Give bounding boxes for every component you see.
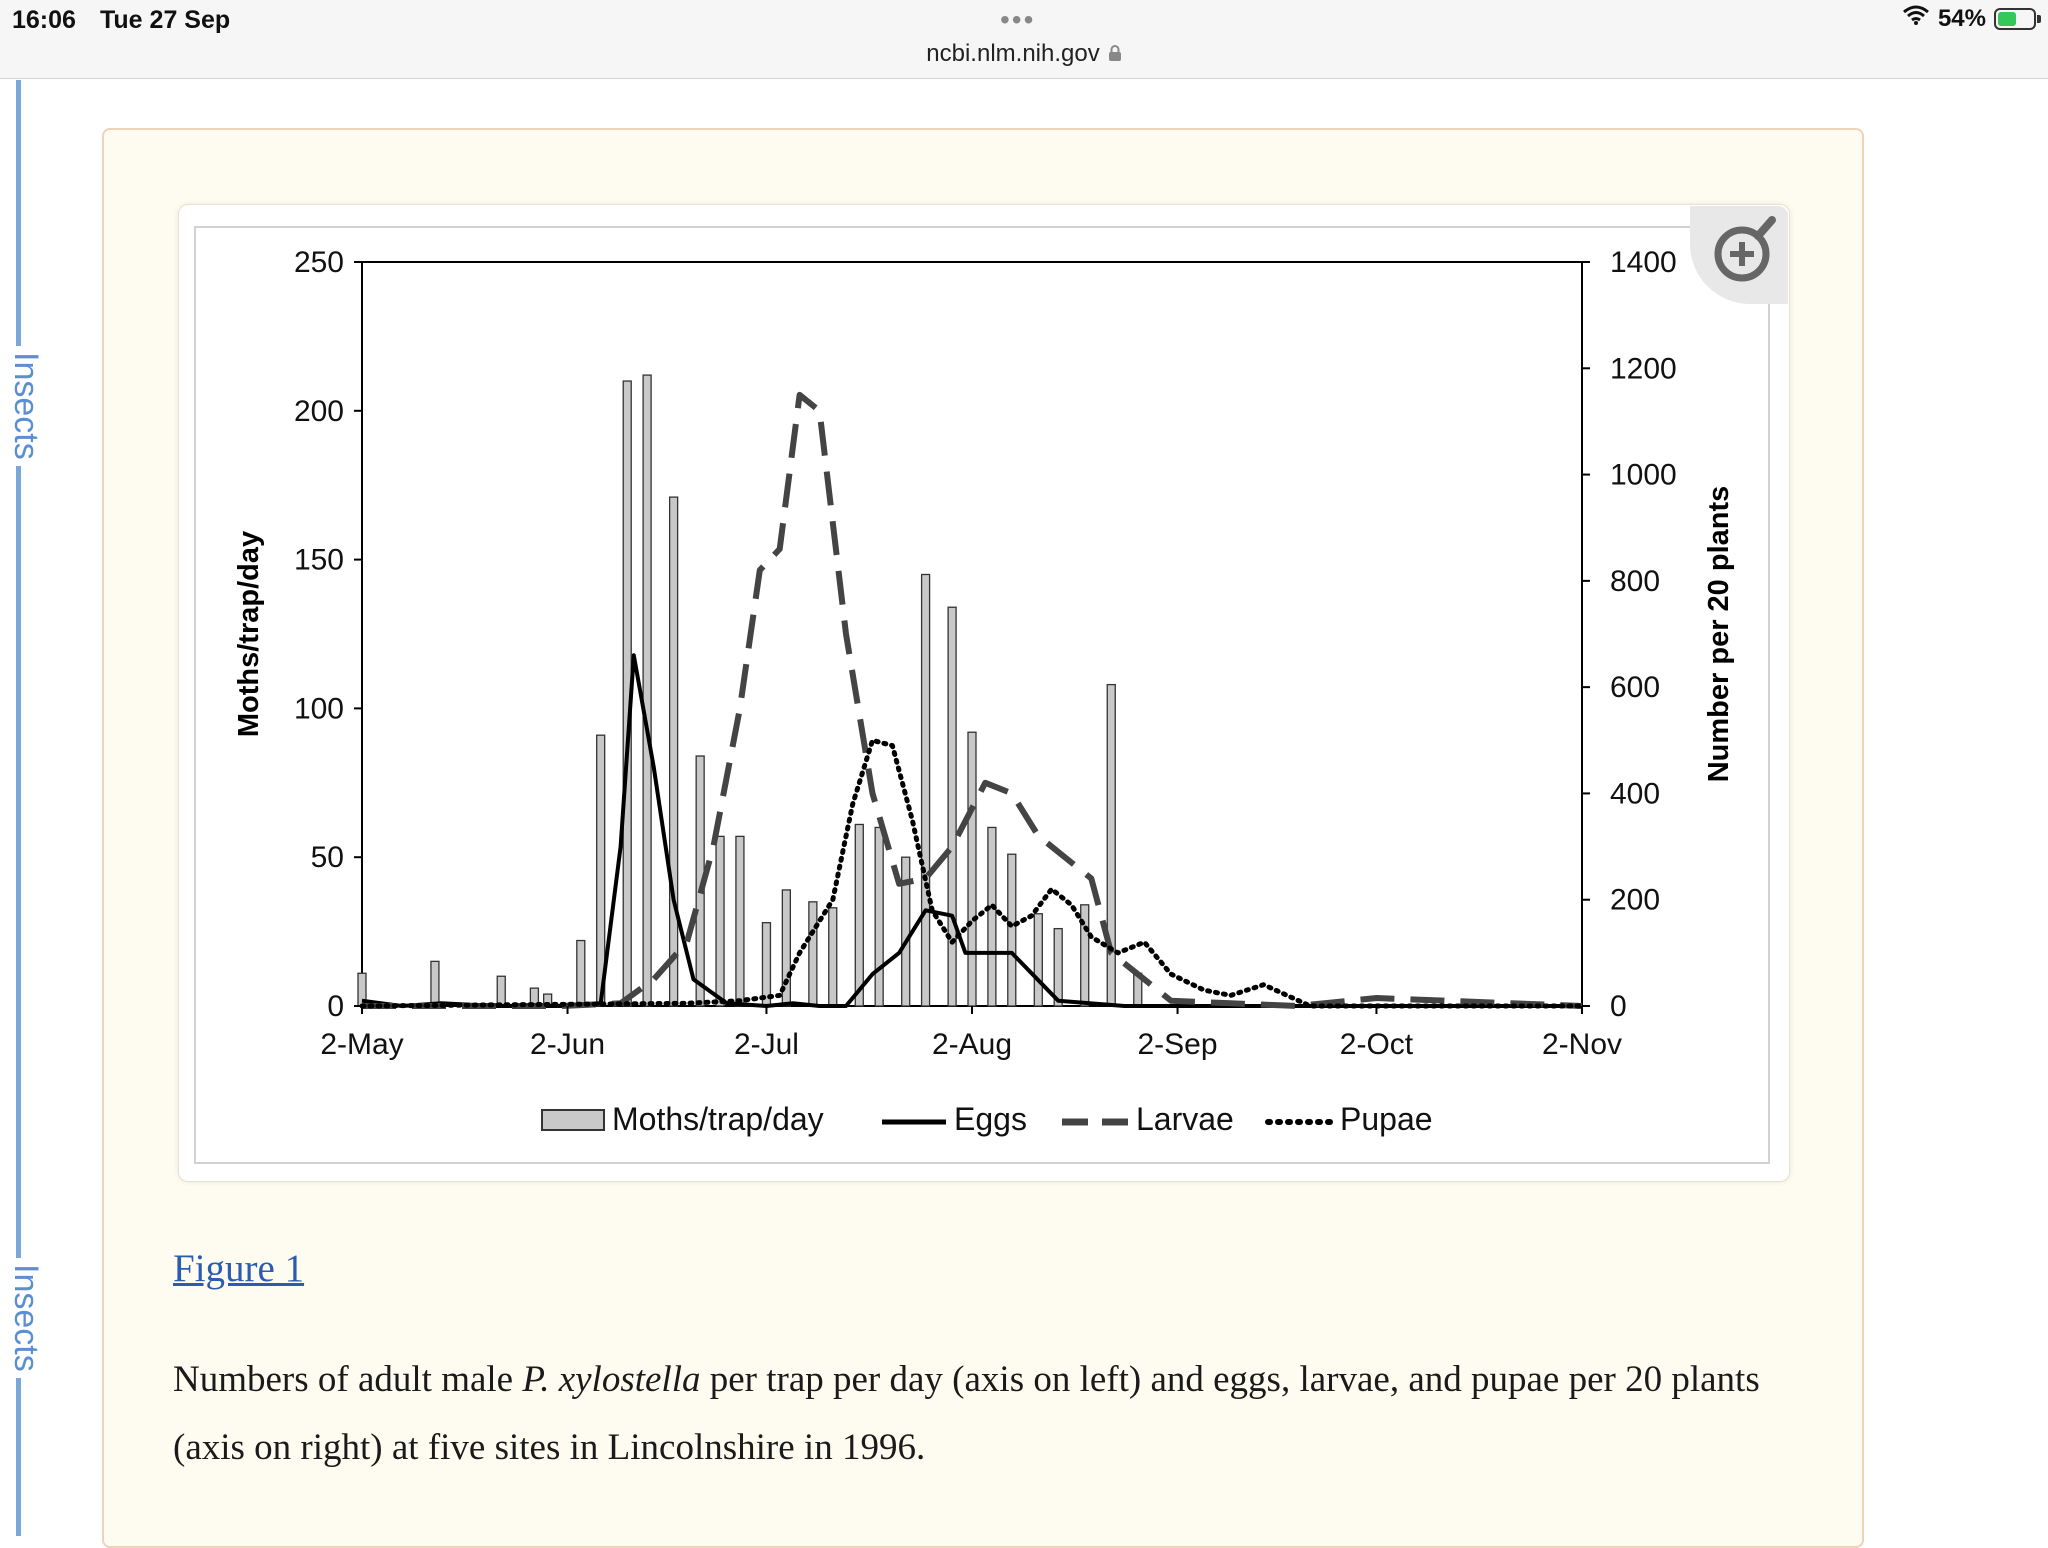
x-tick-label: 2-Oct bbox=[1339, 1028, 1414, 1061]
bar bbox=[643, 375, 651, 1006]
status-bar bbox=[0, 0, 2048, 79]
legend-label-pupae: Pupae bbox=[1340, 1101, 1433, 1137]
sidebar-label-insects[interactable]: Insects bbox=[6, 346, 45, 466]
bar bbox=[922, 574, 930, 1006]
bar bbox=[431, 961, 439, 1006]
bar bbox=[577, 941, 585, 1006]
chart-frame bbox=[194, 226, 1770, 1164]
bar bbox=[670, 497, 678, 1006]
bar bbox=[809, 902, 817, 1006]
status-icons bbox=[1902, 4, 2036, 33]
bar bbox=[497, 976, 505, 1006]
bar bbox=[988, 827, 996, 1006]
y-right-tick-label: 0 bbox=[1610, 990, 1627, 1023]
x-tick-label: 2-May bbox=[320, 1028, 404, 1061]
caption-part: Numbers of adult male bbox=[173, 1359, 523, 1400]
lock-icon bbox=[1108, 41, 1122, 69]
x-tick-label: 2-Jun bbox=[530, 1028, 606, 1061]
legend-label-larvae: Larvae bbox=[1136, 1101, 1234, 1137]
sidebar-label-insects-2[interactable]: Insects bbox=[6, 1258, 45, 1378]
legend-label-eggs: Eggs bbox=[954, 1101, 1027, 1137]
date: Tue 27 Sep bbox=[100, 6, 231, 34]
y-right-tick-label: 800 bbox=[1610, 564, 1661, 598]
legend-swatch-moths bbox=[542, 1110, 604, 1130]
bar bbox=[716, 836, 724, 1006]
y-right-tick-label: 1000 bbox=[1610, 458, 1677, 492]
x-tick-label: 2-Nov bbox=[1541, 1028, 1623, 1061]
caption-part: per trap per day (axis on left) and eggs, larvae, and pupae per 20 plants (axis on right) at five sites in Lincolnshire in 1996. bbox=[173, 1359, 1760, 1468]
y-left-tick-label: 250 bbox=[293, 246, 344, 279]
bar bbox=[1054, 929, 1062, 1006]
zoom-button[interactable] bbox=[1690, 206, 1788, 304]
y-left-axis-title: Moths/trap/day bbox=[233, 530, 265, 738]
bar bbox=[1107, 685, 1115, 1006]
caption-part: P. xylostella bbox=[522, 1359, 701, 1400]
bar bbox=[968, 732, 976, 1006]
battery-percent: 54% bbox=[1937, 4, 1986, 32]
clock: 16:06 bbox=[12, 6, 76, 34]
figure-caption bbox=[173, 1346, 1813, 1482]
x-tick-label: 2-Jul bbox=[733, 1028, 799, 1061]
x-tick-label: 2-Aug bbox=[931, 1028, 1013, 1061]
bar bbox=[762, 923, 770, 1006]
y-right-tick-label: 400 bbox=[1610, 777, 1661, 811]
legend-label-moths: Moths/trap/day bbox=[612, 1101, 824, 1137]
bar bbox=[1034, 914, 1042, 1006]
figure-link[interactable]: Figure 1 bbox=[173, 1247, 305, 1290]
y-right-axis-title: Number per 20 plants bbox=[1703, 485, 1735, 783]
y-right-tick-label: 1400 bbox=[1610, 246, 1677, 279]
bar bbox=[1008, 854, 1016, 1006]
y-left-tick-label: 200 bbox=[293, 394, 344, 428]
bar bbox=[855, 824, 863, 1006]
bar bbox=[875, 827, 883, 1006]
bar bbox=[829, 908, 837, 1006]
chart bbox=[196, 228, 1768, 1162]
bar bbox=[948, 607, 956, 1006]
y-left-tick-label: 0 bbox=[327, 990, 344, 1023]
y-left-tick-label: 50 bbox=[310, 841, 344, 875]
y-right-tick-label: 200 bbox=[1610, 883, 1661, 917]
y-right-tick-label: 600 bbox=[1610, 671, 1661, 705]
battery-icon bbox=[1994, 8, 2036, 30]
wifi-icon bbox=[1902, 4, 1930, 33]
x-tick-label: 2-Sep bbox=[1137, 1028, 1218, 1061]
zoom-in-icon bbox=[1690, 206, 1788, 304]
y-left-tick-label: 100 bbox=[293, 692, 344, 726]
address-bar[interactable] bbox=[0, 40, 2048, 69]
url-text: ncbi.nlm.nih.gov bbox=[926, 40, 1100, 67]
more-dots-icon[interactable]: ••• bbox=[1000, 4, 1036, 35]
bar bbox=[736, 836, 744, 1006]
bar bbox=[597, 735, 605, 1006]
y-left-tick-label: 150 bbox=[293, 543, 344, 577]
y-right-tick-label: 1200 bbox=[1610, 352, 1677, 386]
